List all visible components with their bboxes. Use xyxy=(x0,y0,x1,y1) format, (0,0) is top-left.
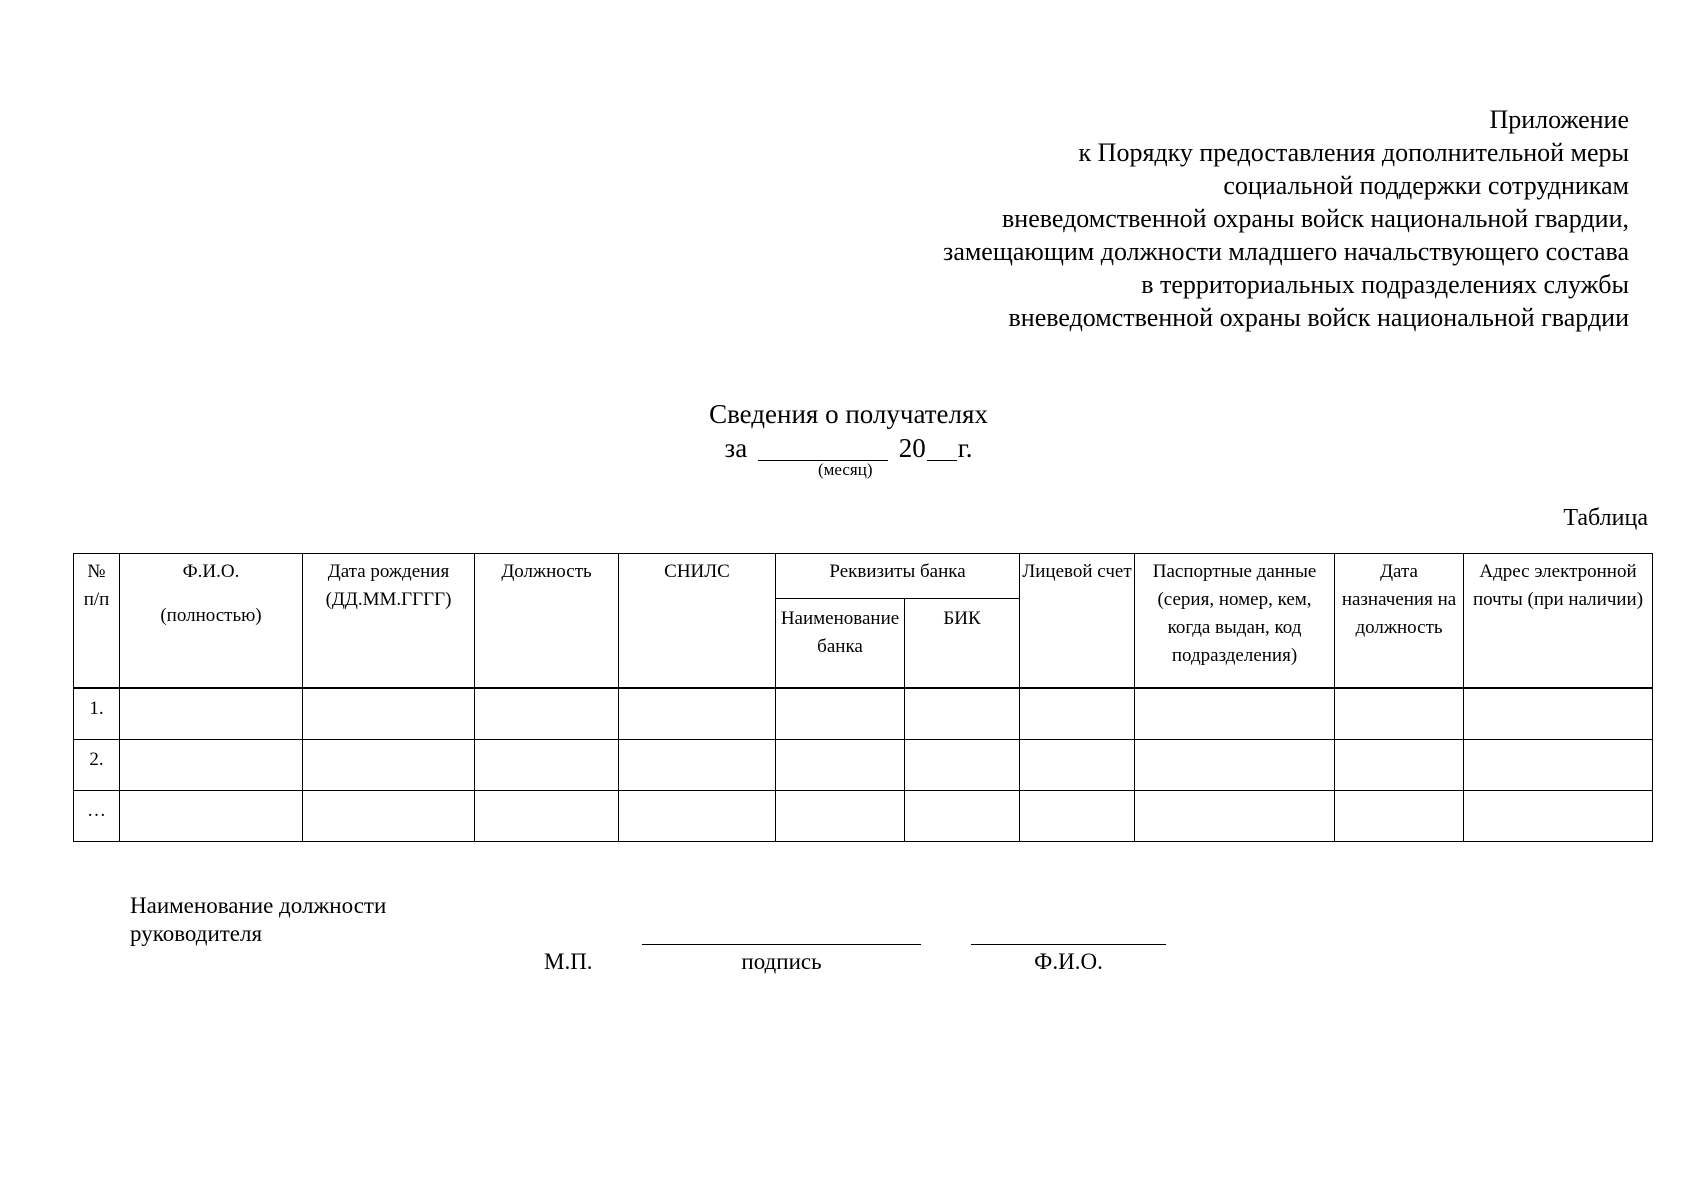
table-row xyxy=(74,790,1653,841)
period-prefix: за xyxy=(724,433,748,463)
name-line xyxy=(971,944,1166,945)
header-birth-line1: Дата рождения xyxy=(327,561,450,582)
period-suffix: г. xyxy=(957,433,973,463)
table-cell xyxy=(905,739,1020,790)
table-cell xyxy=(619,790,776,841)
appendix-line: социальной поддержки сотрудникам xyxy=(1223,171,1629,200)
table-cell xyxy=(1135,688,1335,740)
table-row xyxy=(74,688,1653,740)
table-cell xyxy=(776,688,905,740)
row-number: … xyxy=(74,790,120,841)
header-bank-details: Реквизиты банка xyxy=(776,554,1020,599)
signature-label: подпись xyxy=(741,949,822,974)
header-birth-line2: (ДД.ММ.ГГГГ) xyxy=(325,589,452,610)
header-passport: Паспортные данные (серия, номер, кем, когда выдан, код подразделения) xyxy=(1135,554,1335,688)
table-cell xyxy=(475,790,619,841)
table-cell xyxy=(1464,739,1653,790)
table-cell xyxy=(619,739,776,790)
row-number: 2. xyxy=(74,739,120,790)
header-email: Адрес электронной почты (при наличии) xyxy=(1464,554,1653,688)
month-blank xyxy=(758,434,888,461)
table-cell xyxy=(776,739,905,790)
header-appointment-date: Дата назначения на должность xyxy=(1335,554,1464,688)
signatory-role xyxy=(130,892,386,948)
appendix-line: замещающим должности младшего начальствующего состава xyxy=(943,237,1629,266)
table-cell xyxy=(303,739,475,790)
month-hint: (месяц) xyxy=(818,460,873,479)
table-cell xyxy=(1135,790,1335,841)
header-num-line2: п/п xyxy=(83,589,110,610)
signature-line xyxy=(642,944,921,945)
name-label: Ф.И.О. xyxy=(1034,949,1103,974)
header-snils: СНИЛС xyxy=(619,554,776,688)
table-cell xyxy=(1464,790,1653,841)
table-caption: Таблица xyxy=(1563,505,1648,531)
table-cell xyxy=(1135,739,1335,790)
table-cell xyxy=(475,739,619,790)
table-cell xyxy=(1335,688,1464,740)
table-cell xyxy=(120,790,303,841)
table-cell xyxy=(120,688,303,740)
row-number: 1. xyxy=(74,688,120,740)
document-title: Сведения о получателях xyxy=(709,399,988,429)
table-cell xyxy=(905,790,1020,841)
header-fio xyxy=(120,554,303,688)
appendix-line: вневедомственной охраны войск национальной гвардии xyxy=(1008,303,1629,332)
table-cell xyxy=(776,790,905,841)
appendix-line: к Порядку предоставления дополнительной меры xyxy=(1078,138,1629,167)
table-cell xyxy=(475,688,619,740)
appendix-header xyxy=(943,103,1629,334)
table-cell xyxy=(1335,739,1464,790)
table-cell xyxy=(1020,688,1135,740)
recipients-table xyxy=(73,553,1653,842)
appendix-line: Приложение xyxy=(1489,105,1629,134)
header-fio-line1: Ф.И.О. xyxy=(182,561,240,582)
table-cell xyxy=(619,688,776,740)
header-position: Должность xyxy=(475,554,619,688)
header-bik: БИК xyxy=(905,599,1020,688)
table-cell xyxy=(1020,790,1135,841)
signatory-role-line1: Наименование должности xyxy=(130,893,387,918)
table-cell xyxy=(1335,790,1464,841)
table-cell xyxy=(1020,739,1135,790)
stamp-label: М.П. xyxy=(544,949,593,974)
signatory-role-line2: руководителя xyxy=(130,921,263,946)
header-num xyxy=(74,554,120,688)
table-cell xyxy=(905,688,1020,740)
appendix-line: в территориальных подразделениях службы xyxy=(1141,270,1629,299)
table-cell xyxy=(303,688,475,740)
year-prefix: 20 xyxy=(898,433,926,463)
appendix-line: вневедомственной охраны войск национальной гвардии, xyxy=(1002,204,1629,233)
header-account: Лицевой счет xyxy=(1020,554,1135,688)
header-num-line1: № xyxy=(87,561,106,582)
year-blank xyxy=(927,434,957,461)
header-birth-date xyxy=(303,554,475,688)
table-cell xyxy=(303,790,475,841)
header-fio-line2: (полностью) xyxy=(160,605,262,626)
table-cell xyxy=(1464,688,1653,740)
table-cell xyxy=(120,739,303,790)
table-row xyxy=(74,739,1653,790)
header-bank-name: Наименование банка xyxy=(776,599,905,688)
